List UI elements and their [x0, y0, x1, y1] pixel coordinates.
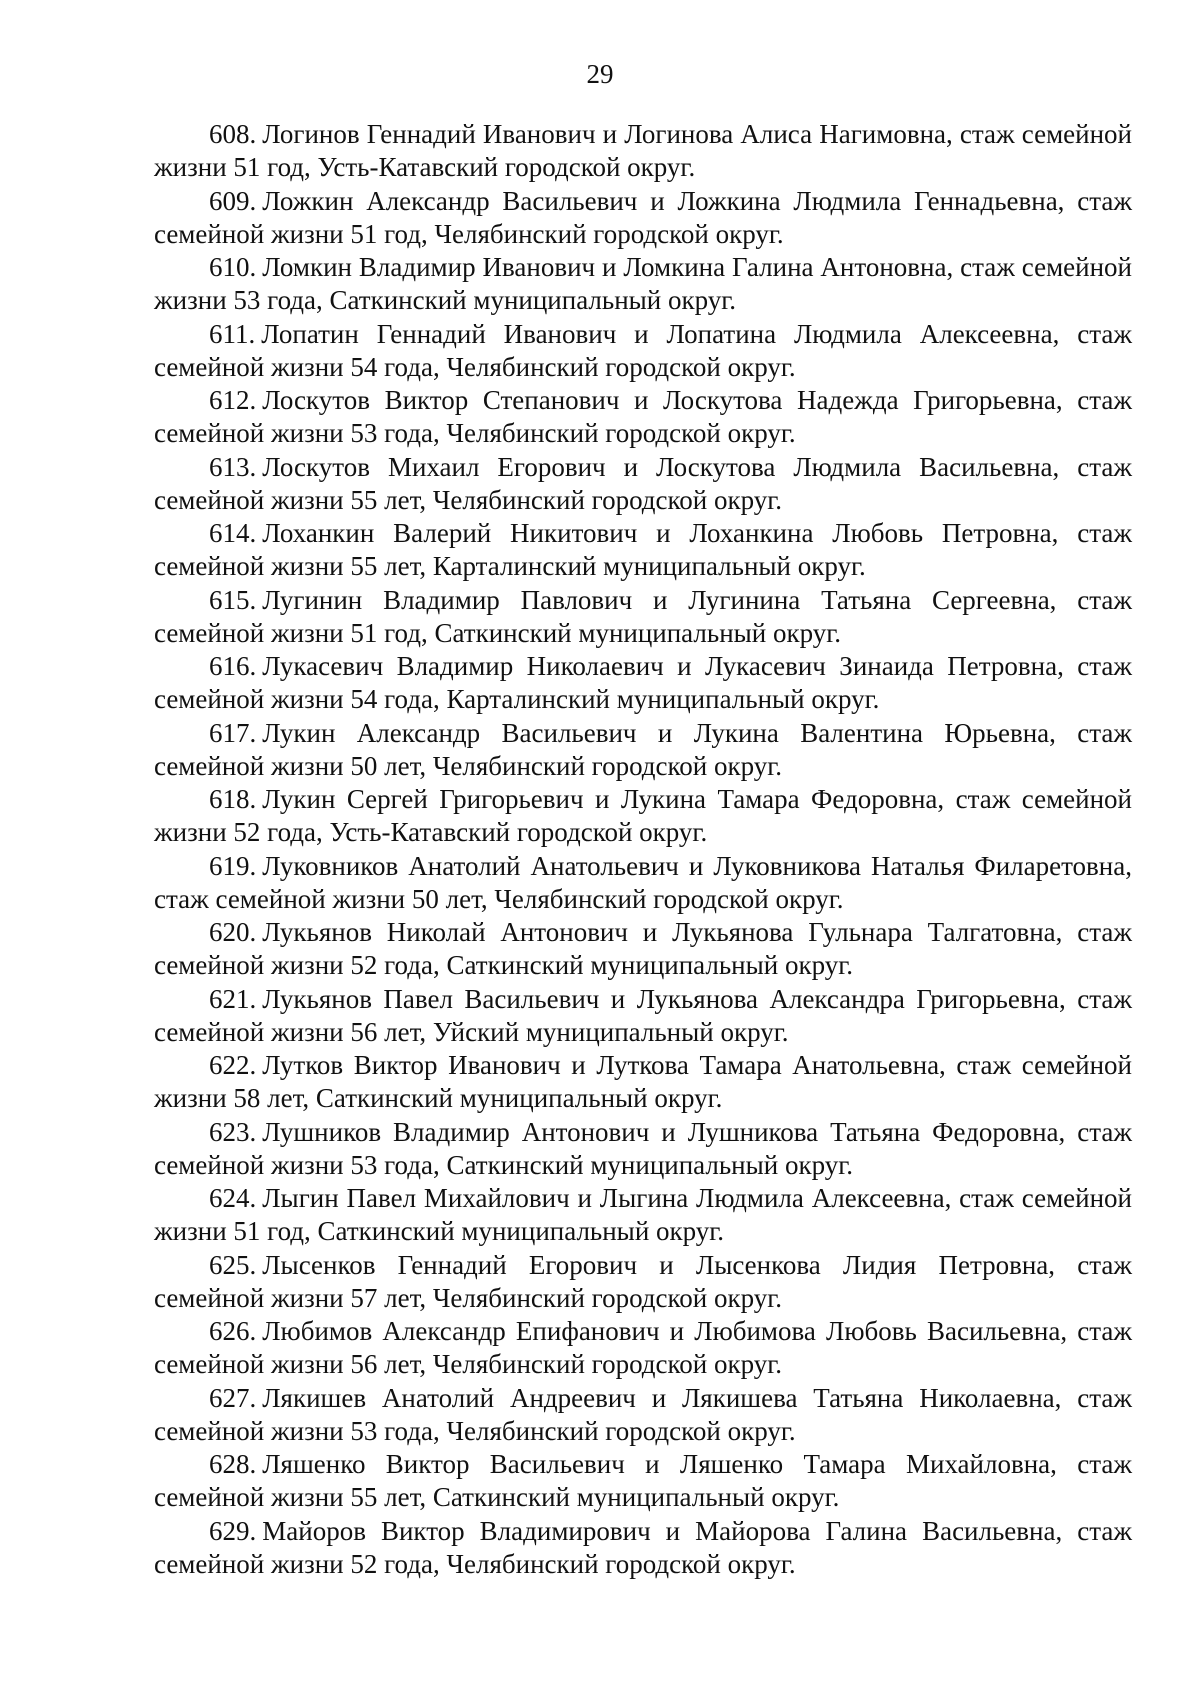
list-item — [154, 850, 1132, 916]
list-item — [154, 1448, 1132, 1514]
entry-number: 620. — [209, 917, 257, 947]
list-item — [154, 783, 1132, 849]
entry-text: Лыгин Павел Михайлович и Лыгина Людмила Алексеевна, стаж семейной жизни 51 год, Саткинский муниципальный округ. — [154, 1183, 1132, 1246]
entry-number: 626. — [209, 1316, 257, 1346]
list-item — [154, 451, 1132, 517]
list-item — [154, 916, 1132, 982]
entry-text: Лопатин Геннадий Иванович и Лопатина Людмила Алексеевна, стаж семейной жизни 54 года, Челябинский городской округ. — [154, 318, 1132, 382]
entry-number: 623. — [209, 1116, 257, 1147]
entry-number: 613. — [209, 451, 257, 482]
entry-text: Луковников Анатолий Анатольевич и Луковникова Наталья Филаретовна, стаж семейной жизни 50 лет, Челябинский городской округ. — [154, 850, 1132, 914]
entry-text: Лукьянов Павел Васильевич и Лукьянова Александра Григорьевна, стаж семейной жизни 56 лет, Уйский муниципальный округ. — [154, 983, 1132, 1047]
entry-text: Лысенков Геннадий Егорович и Лысенкова Лидия Петровна, стаж семейной жизни 57 лет, Челябинский городской округ. — [154, 1249, 1132, 1313]
entry-number: 615. — [209, 584, 257, 615]
entry-number: 627. — [209, 1382, 257, 1413]
list-item — [154, 983, 1132, 1049]
entry-text: Ляшенко Виктор Васильевич и Ляшенко Тамара Михайловна, стаж семейной жизни 55 лет, Саткинский муниципальный округ. — [154, 1449, 1132, 1512]
entry-number: 611. — [209, 318, 256, 349]
entry-text: Лукин Сергей Григорьевич и Лукина Тамара Федоровна, стаж семейной жизни 52 года, Усть-Катавский городской округ. — [154, 784, 1132, 847]
list-item — [154, 1116, 1132, 1182]
entry-text: Лоскутов Виктор Степанович и Лоскутова Надежда Григорьевна, стаж семейной жизни 53 года, Челябинский городской округ. — [154, 385, 1132, 448]
entry-text: Лушников Владимир Антонович и Лушникова Татьяна Федоровна, стаж семейной жизни 53 года, Саткинский муниципальный округ. — [154, 1116, 1132, 1180]
list-item — [154, 1315, 1132, 1381]
list-item — [154, 1249, 1132, 1315]
list-item — [154, 185, 1132, 251]
entry-number: 610. — [209, 252, 257, 282]
list-item — [154, 118, 1132, 184]
entry-text: Лутков Виктор Иванович и Луткова Тамара Анатольевна, стаж семейной жизни 58 лет, Саткинский муниципальный округ. — [154, 1050, 1132, 1113]
entry-number: 628. — [209, 1449, 257, 1479]
entry-number: 608. — [209, 119, 257, 149]
entry-number: 625. — [209, 1249, 257, 1280]
entry-number: 616. — [209, 651, 257, 681]
entry-text: Ломкин Владимир Иванович и Ломкина Галина Антоновна, стаж семейной жизни 53 года, Саткинский муниципальный округ. — [154, 252, 1132, 315]
list-item — [154, 1382, 1132, 1448]
entry-number: 618. — [209, 784, 257, 814]
entry-number: 624. — [209, 1183, 257, 1213]
entry-text: Любимов Александр Епифанович и Любимова Любовь Васильевна, стаж семейной жизни 56 лет, Челябинский городской округ. — [154, 1316, 1132, 1379]
page-number: 29 — [586, 59, 614, 89]
entry-number: 619. — [209, 850, 257, 881]
list-item — [154, 517, 1132, 583]
list-item — [154, 717, 1132, 783]
list-item — [154, 251, 1132, 317]
list-item — [154, 584, 1132, 650]
entry-text: Лоханкин Валерий Никитович и Лоханкина Любовь Петровна, стаж семейной жизни 55 лет, Карталинский муниципальный округ. — [154, 518, 1132, 581]
entry-number: 622. — [209, 1050, 257, 1080]
list-item — [154, 1515, 1132, 1581]
entry-number: 609. — [209, 185, 257, 216]
list-item — [154, 384, 1132, 450]
list-item — [154, 1182, 1132, 1248]
entry-number: 617. — [209, 717, 257, 748]
entry-text: Логинов Геннадий Иванович и Логинова Алиса Нагимовна, стаж семейной жизни 51 год, Усть-Катавский городской округ. — [154, 119, 1132, 182]
entry-text: Лугинин Владимир Павлович и Лугинина Татьяна Сергеевна, стаж семейной жизни 51 год, Саткинский муниципальный округ. — [154, 584, 1132, 648]
list-item — [154, 318, 1132, 384]
entry-text: Лоскутов Михаил Егорович и Лоскутова Людмила Васильевна, стаж семейной жизни 55 лет, Челябинский городской округ. — [154, 451, 1132, 515]
entry-text: Ложкин Александр Васильевич и Ложкина Людмила Геннадьевна, стаж семейной жизни 51 год, Челябинский городской округ. — [154, 185, 1132, 249]
entry-text: Лякишев Анатолий Андреевич и Лякишева Татьяна Николаевна, стаж семейной жизни 53 года, Челябинский городской округ. — [154, 1382, 1132, 1446]
entry-number: 614. — [209, 518, 257, 548]
entry-list — [154, 118, 1132, 1581]
list-item — [154, 1049, 1132, 1115]
entry-text: Лукасевич Владимир Николаевич и Лукасевич Зинаида Петровна, стаж семейной жизни 54 года, Карталинский муниципальный округ. — [154, 651, 1132, 714]
entry-text: Майоров Виктор Владимирович и Майорова Галина Васильевна, стаж семейной жизни 52 года, Челябинский городской округ. — [154, 1515, 1132, 1579]
entry-text: Лукьянов Николай Антонович и Лукьянова Гульнара Талгатовна, стаж семейной жизни 52 года, Саткинский муниципальный округ. — [154, 917, 1132, 980]
entry-number: 629. — [209, 1515, 257, 1546]
list-item — [154, 650, 1132, 716]
entry-text: Лукин Александр Васильевич и Лукина Валентина Юрьевна, стаж семейной жизни 50 лет, Челябинский городской округ. — [154, 717, 1132, 781]
entry-number: 621. — [209, 983, 257, 1014]
entry-number: 612. — [209, 385, 257, 415]
